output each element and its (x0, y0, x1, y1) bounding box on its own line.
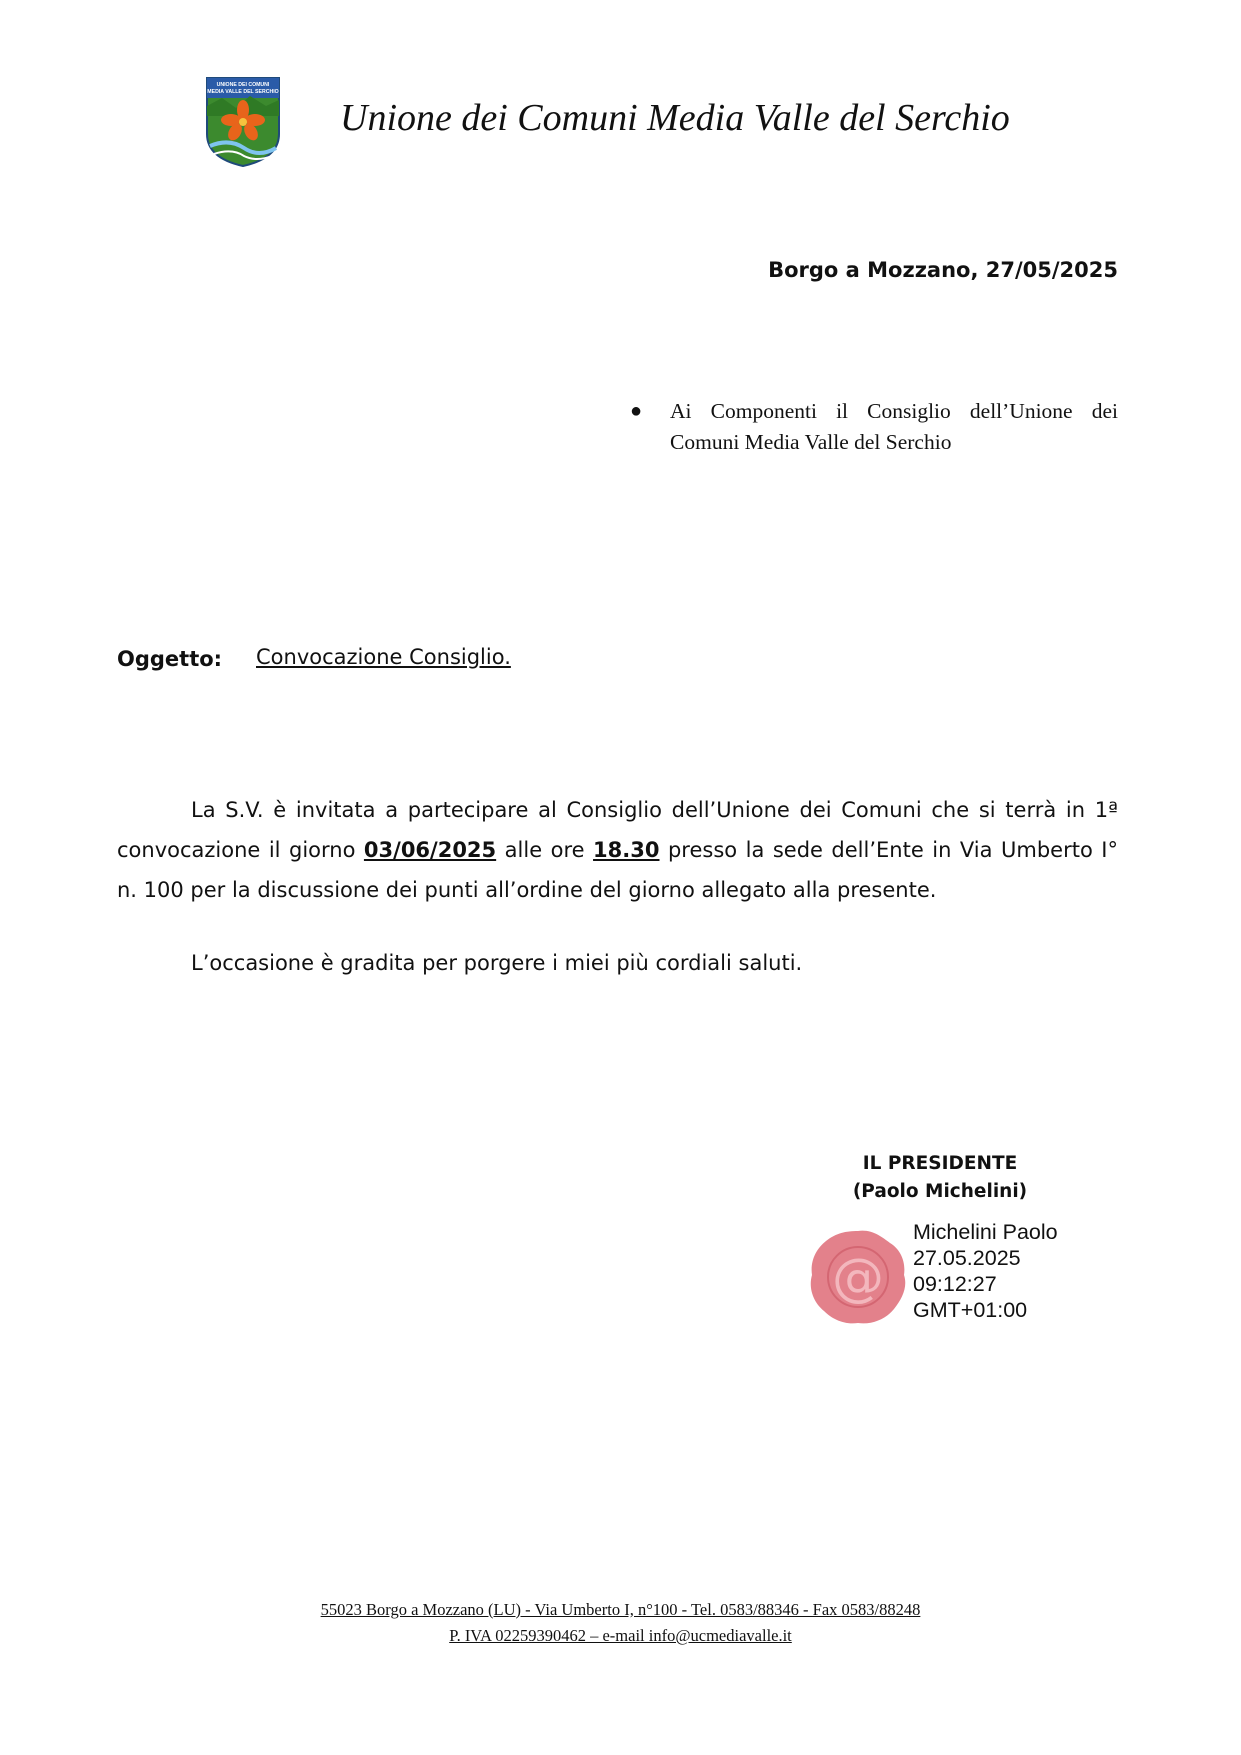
body-text-part1: La S.V. è invitata a partecipare al Consiglio dell’Unione dei Comuni che si terrà in 1ª convocazione il giorno (117, 798, 1118, 862)
digital-signer: Michelini Paolo (913, 1220, 1058, 1244)
body-text-part3: presso la sede dell’Ente in Via Umberto I° n. 100 per la discussione dei punti all’ordine del giorno allegato alla presente. (117, 838, 1118, 902)
organization-logo (204, 76, 282, 168)
bullet-icon: ● (630, 400, 643, 422)
closing-paragraph: L’occasione è gradita per porgere i miei più cordiali saluti. (191, 951, 803, 975)
subject-text: Convocazione Consiglio. (256, 645, 511, 669)
organization-title: Unione dei Comuni Media Valle del Serchio (340, 97, 1010, 139)
digital-signature-info (913, 1219, 1058, 1323)
meeting-date: 03/06/2025 (363, 838, 497, 862)
footer (0, 1597, 1241, 1649)
digital-sign-date: 27.05.2025 (913, 1246, 1021, 1270)
digital-signature-seal-icon (806, 1225, 910, 1329)
svg-text:@: @ (832, 1248, 884, 1308)
signature-block (840, 1150, 1040, 1206)
signer-title: IL PRESIDENTE (862, 1153, 1018, 1174)
footer-contacts: P. IVA 02259390462 – e-mail info@ucmediavalle.it (449, 1626, 792, 1645)
place-date: Borgo a Mozzano, 27/05/2025 (768, 258, 1118, 282)
subject-label: Oggetto: (117, 647, 223, 671)
recipient-item: Ai Componenti il Consiglio dell’Unione dei Comuni Media Valle del Serchio (670, 399, 1118, 454)
recipient-list (630, 396, 1118, 458)
body-text-part2: alle ore (496, 838, 594, 862)
footer-address: 55023 Borgo a Mozzano (LU) - Via Umberto I, n°100 - Tel. 0583/88346 - Fax 0583/88248 (320, 1600, 921, 1619)
digital-sign-time: 09:12:27 (913, 1272, 997, 1296)
signer-name: (Paolo Michelini) (852, 1181, 1028, 1202)
logo-text-line1: UNIONE DEI COMUNI (216, 82, 270, 88)
meeting-time: 18.30 (593, 838, 660, 862)
logo-text-line2: MEDIA VALLE DEL SERCHIO (207, 89, 279, 95)
digital-sign-timezone: GMT+01:00 (913, 1298, 1028, 1322)
body-paragraph (117, 790, 1118, 910)
